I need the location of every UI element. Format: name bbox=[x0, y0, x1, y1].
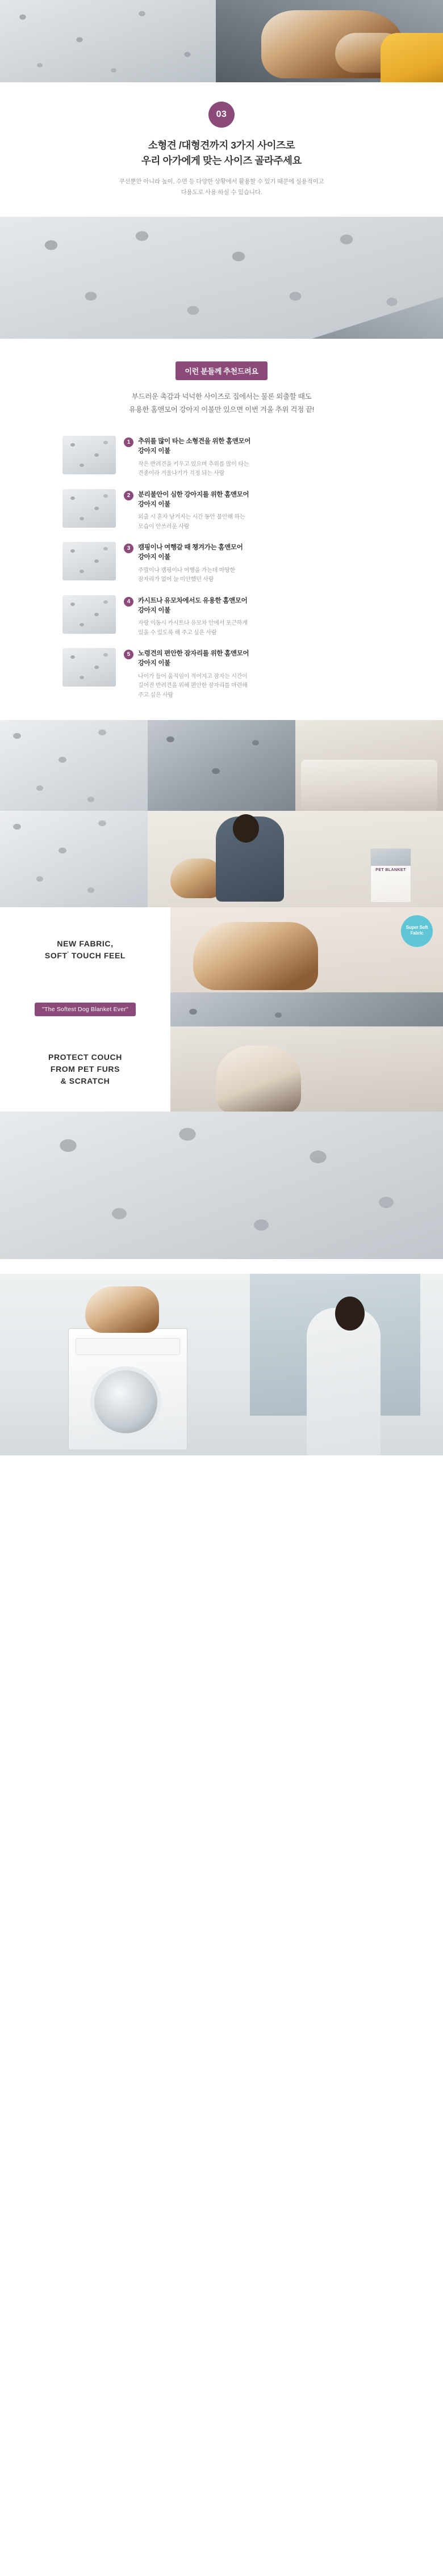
section-03-heading-line1: 소형견 /대형견까지 3가지 사이즈로 bbox=[148, 140, 295, 151]
protect-title-line3: & SCRATCH bbox=[60, 1076, 110, 1085]
gallery-photo-folded-blanket bbox=[0, 811, 148, 907]
list-item bbox=[62, 431, 381, 484]
blanket-folded-corner bbox=[256, 288, 443, 339]
product-package bbox=[370, 848, 411, 903]
recommend-item-sub bbox=[138, 513, 381, 532]
section-03-heading-line2: 우리 아가에게 맞는 사이즈 골라주세요 bbox=[141, 155, 302, 167]
gallery-photo-beagle bbox=[170, 907, 443, 992]
recommend-thumbnail bbox=[62, 489, 116, 528]
recommend-item-number: 3 bbox=[124, 544, 133, 553]
recommend-list bbox=[62, 431, 381, 705]
gallery-photo-blanket-stack bbox=[148, 720, 295, 811]
section-number-badge: 03 bbox=[208, 102, 235, 128]
package-label: PET BLANKET bbox=[375, 868, 406, 872]
recommend-item-sub-line2: 있을 수 있도록 해 주고 싶은 사람 bbox=[138, 629, 217, 636]
super-soft-badge-line2: Fabric bbox=[410, 931, 424, 936]
fabric-title-line2: SOFT bbox=[44, 951, 68, 960]
recommend-item-number: 2 bbox=[124, 491, 133, 500]
recommend-item-title-line1: 추위를 많이 타는 소형견을 위한 홈앤모어 bbox=[138, 438, 251, 445]
protect-text-block bbox=[0, 1026, 170, 1112]
gallery-photo-blanket-edge bbox=[0, 720, 148, 811]
recommend-item-sub-line1: 나이가 들어 움직임이 적어지고 잠자는 시간이 bbox=[138, 673, 248, 680]
woman-head-shape bbox=[335, 1297, 365, 1331]
recommend-tag: 이런 분들께 추천드려요 bbox=[175, 361, 267, 380]
recommend-item-title-line2: 강아지 이불 bbox=[138, 500, 170, 508]
recommend-thumbnail bbox=[62, 595, 116, 634]
recommend-item-title-line2: 강아지 이불 bbox=[138, 660, 170, 667]
list-item bbox=[62, 484, 381, 537]
protect-title-line1: PROTECT COUCH bbox=[48, 1052, 122, 1062]
protect-title bbox=[48, 1051, 122, 1087]
recommend-item-sub-line1: 작은 반려견을 키우고 있으며 추위를 많이 타는 bbox=[138, 461, 249, 468]
cat-shape bbox=[216, 1046, 301, 1112]
recommend-thumbnail bbox=[62, 648, 116, 687]
section-03-description bbox=[0, 176, 443, 197]
recommend-item-title-line1: 카시트나 유모차에서도 유용한 홈앤모어 bbox=[138, 597, 248, 604]
recommend-item-sub-line1: 외출 시 혼자 남겨지는 시간 동안 불안해 하는 bbox=[138, 514, 245, 520]
gallery-photo-room bbox=[295, 720, 443, 811]
section-03-desc-line2: 다용도로 사용 하실 수 있습니다. bbox=[181, 188, 262, 196]
fabric-title-line1: NEW FABRIC, bbox=[57, 939, 114, 948]
recommend-item-number: 5 bbox=[124, 650, 133, 659]
package-pattern-strip bbox=[371, 849, 411, 866]
recommend-item-sub bbox=[138, 619, 381, 638]
recommend-thumbnail bbox=[62, 542, 116, 580]
recommend-item-title-line2: 강아지 이불 bbox=[138, 554, 170, 561]
fabric-title-line2b: TOUCH FEEL bbox=[69, 951, 126, 960]
recommend-item-sub bbox=[138, 566, 381, 585]
washing-machine bbox=[68, 1328, 187, 1450]
fabric-text-block bbox=[0, 907, 170, 992]
recommend-lead-line1: 부드러운 촉감과 넉넉한 사이즈로 집에서는 물론 외출할 때도 bbox=[131, 393, 312, 401]
recommend-item-title-line1: 분리불안이 심한 강아지를 위한 홈앤모어 bbox=[138, 491, 249, 498]
recommend-item-sub bbox=[138, 672, 381, 701]
gallery-row-4 bbox=[0, 992, 443, 1026]
dog-on-washer bbox=[85, 1286, 159, 1333]
recommend-lead bbox=[0, 390, 443, 416]
gallery-photo-texture bbox=[170, 992, 443, 1026]
gallery-row-1 bbox=[0, 720, 443, 811]
recommend-item-title bbox=[138, 649, 381, 669]
kid-head-shape bbox=[233, 814, 259, 843]
list-item bbox=[62, 643, 381, 705]
super-soft-badge-line1: Super Soft bbox=[406, 925, 428, 930]
recommend-thumbnail bbox=[62, 436, 116, 474]
blanket-closeup-photo bbox=[0, 217, 443, 339]
recommend-item-sub-line2: 모습이 안쓰러운 사람 bbox=[138, 523, 190, 530]
gallery-photo-kid-and-dog bbox=[148, 811, 443, 907]
recommend-item-sub-line3: 주고 싶은 사람 bbox=[138, 692, 173, 698]
recommend-item-title bbox=[138, 596, 381, 616]
spacer bbox=[0, 1259, 443, 1274]
recommend-item-title bbox=[138, 490, 381, 510]
woman-body-shape bbox=[307, 1308, 381, 1455]
softest-blanket-quote: "The Softest Dog Blanket Ever" bbox=[35, 1003, 136, 1016]
recommend-item-number: 4 bbox=[124, 597, 133, 607]
super-soft-badge bbox=[401, 915, 433, 947]
hero-photo bbox=[0, 0, 443, 82]
list-item bbox=[62, 590, 381, 643]
fabric-title bbox=[45, 938, 126, 962]
hero-yellow-cushion bbox=[381, 33, 443, 82]
blanket-wide-photo bbox=[0, 1112, 443, 1259]
list-item bbox=[62, 537, 381, 590]
laundry-photo bbox=[0, 1274, 443, 1455]
washer-door bbox=[90, 1366, 161, 1437]
gallery-row-3 bbox=[0, 907, 443, 992]
section-03-desc-line1: 쿠션뿐만 아니라 높이, 수면 등 다양한 상황에서 활용할 수 있기 때문에 실용적이고 bbox=[119, 178, 324, 186]
recommend-item-title-line1: 노령견의 편안한 잠자리를 위한 홈앤모어 bbox=[138, 650, 249, 657]
recommend-item-title bbox=[138, 437, 381, 457]
gallery-row-2 bbox=[0, 811, 443, 907]
recommend-item-title-line1: 캠핑이나 여행갈 때 챙겨가는 홈앤모어 bbox=[138, 544, 243, 551]
section-03-heading bbox=[0, 138, 443, 169]
recommend-item-title-line2: 강아지 이불 bbox=[138, 607, 170, 614]
gallery-row-5 bbox=[0, 1026, 443, 1112]
fabric-title-sup: ' bbox=[67, 950, 69, 957]
recommend-item-sub-line1: 자랑 이동시 카시트나 유모차 안에서 포근하게 bbox=[138, 620, 248, 626]
recommend-item-number: 1 bbox=[124, 437, 133, 447]
beagle-shape bbox=[193, 922, 318, 990]
section-03 bbox=[0, 82, 443, 208]
recommend-item-title-line2: 강아지 이불 bbox=[138, 448, 170, 455]
gallery-photo-cat bbox=[170, 1026, 443, 1112]
gallery-block bbox=[0, 720, 443, 1112]
protect-title-line2: FROM PET FURS bbox=[50, 1064, 120, 1074]
dog-shape bbox=[170, 858, 222, 898]
washer-control-panel bbox=[76, 1338, 180, 1355]
recommend-item-title bbox=[138, 543, 381, 563]
recommend-item-sub-line2: 견종이라 겨울나기가 걱정 되는 사람 bbox=[138, 470, 225, 477]
hero-blanket bbox=[0, 0, 239, 82]
sofa-shape bbox=[301, 760, 437, 811]
recommend-lead-line2: 유용한 홈앤모어 강아지 이불만 있으면 이번 겨울 추위 걱정 끝! bbox=[128, 405, 315, 414]
recommend-item-sub-line2: 길어진 반려견을 위해 편안한 잠자리를 마련해 bbox=[138, 683, 248, 689]
recommend-section bbox=[0, 339, 443, 720]
recommend-item-sub-line1: 주말이나 캠핑이나 여행을 가는데 마땅한 bbox=[138, 567, 236, 574]
recommend-item-sub-line2: 잠자리가 없어 늘 미안했던 사람 bbox=[138, 576, 214, 583]
quote-block bbox=[0, 992, 170, 1026]
recommend-item-sub bbox=[138, 460, 381, 479]
